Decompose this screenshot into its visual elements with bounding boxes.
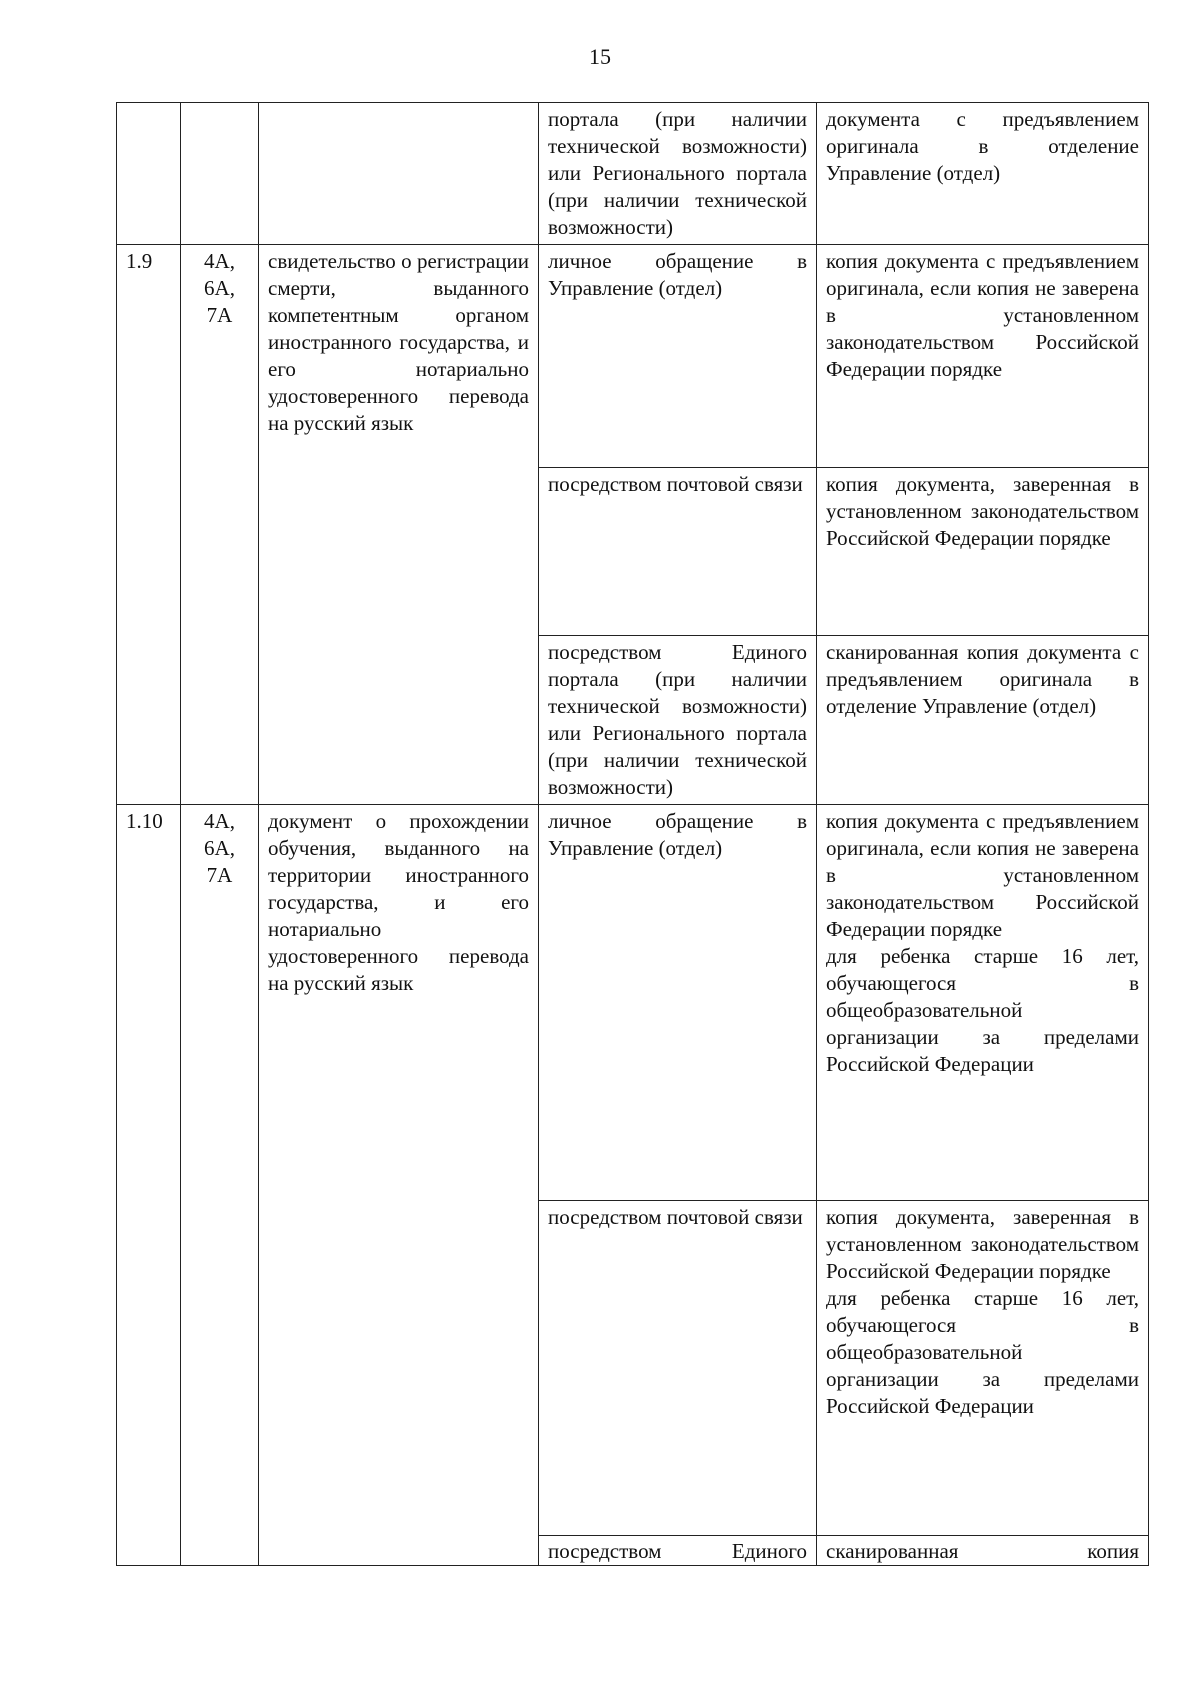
submission-method-cell: посредством Единого <box>539 1536 817 1566</box>
submission-form-cell: копия документа с предъявлением оригинала, если копия не заверена в установленном законодательством Российской Федерации порядке <box>817 245 1149 468</box>
table-row-continuation <box>117 103 1149 245</box>
codes-cell: 4А, 6А, 7А <box>181 805 259 1566</box>
submission-method-cell: портала (при наличии технической возможности) или Регионального портала (при наличии технической возможности) <box>539 103 817 245</box>
submission-method-cell: посредством Единого портала (при наличии технической возможности) или Регионального портала (при наличии технической возможности) <box>539 636 817 805</box>
table-row <box>117 805 1149 1201</box>
table-row <box>117 245 1149 468</box>
submission-method-cell: личное обращение в Управление (отдел) <box>539 805 817 1201</box>
submission-form-cell: документа с предъявлением оригинала в отделение Управление (отдел) <box>817 103 1149 245</box>
submission-form-cell: копия документа с предъявлением оригинала, если копия не заверена в установленном законодательством Российской Федерации порядке для ребенка старше 16 лет, обучающегося в общеобразовательной организации за пределами Российской Федерации <box>817 805 1149 1201</box>
submission-method-cell: посредством почтовой связи <box>539 468 817 636</box>
codes-cell: 4А, 6А, 7А <box>181 245 259 805</box>
submission-form-cell: копия документа, заверенная в установленном законодательством Российской Федерации порядке для ребенка старше 16 лет, обучающегося в общеобразовательной организации за пределами Российской Федерации <box>817 1201 1149 1536</box>
submission-method-cell: личное обращение в Управление (отдел) <box>539 245 817 468</box>
document-cell: документ о прохождении обучения, выданного на территории иностранного государства, и его нотариально удостоверенного перевода на русский язык <box>259 805 539 1566</box>
documents-table <box>116 102 1149 1566</box>
document-cell: свидетельство о регистрации смерти, выданного компетентным органом иностранного государства, и его нотариально удостоверенного перевода на русский язык <box>259 245 539 805</box>
number-cell: 1.9 <box>117 245 181 805</box>
page-number: 15 <box>589 44 611 69</box>
number-cell <box>117 103 181 245</box>
number-cell: 1.10 <box>117 805 181 1566</box>
codes-cell <box>181 103 259 245</box>
submission-form-cell: сканированная копия <box>817 1536 1149 1566</box>
submission-method-cell: посредством почтовой связи <box>539 1201 817 1536</box>
submission-form-cell: сканированная копия документа с предъявлением оригинала в отделение Управление (отдел) <box>817 636 1149 805</box>
document-cell <box>259 103 539 245</box>
submission-form-cell: копия документа, заверенная в установленном законодательством Российской Федерации порядке <box>817 468 1149 636</box>
